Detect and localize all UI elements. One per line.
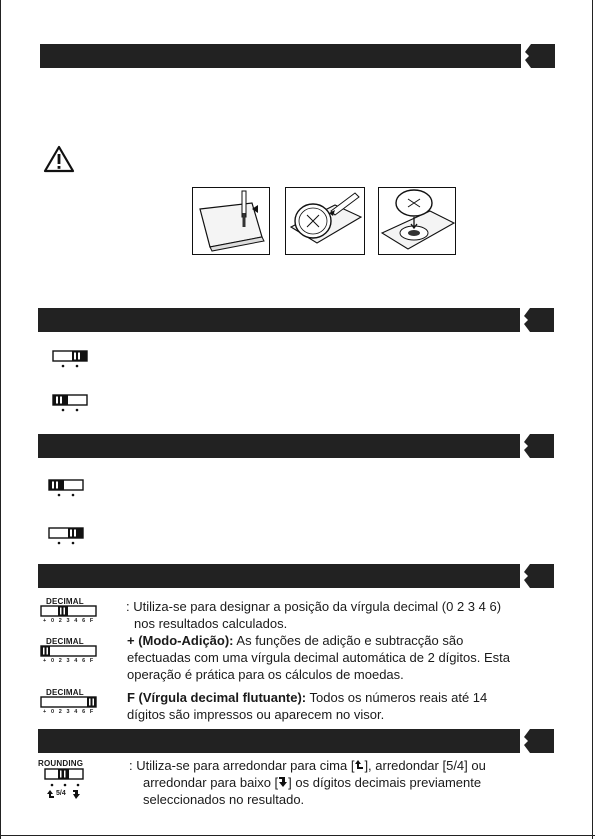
warning-icon [43, 145, 75, 173]
bar-notch [520, 308, 530, 332]
rounding-line1-b: ], arredondar [5/4] ou [364, 758, 486, 773]
decimal-switch-left [40, 645, 98, 658]
section-bar-battery [40, 44, 555, 68]
decimal-item1-text: : Utiliza-se para designar a posição da vírgula decimal (0 2 3 4 6) [126, 599, 502, 614]
decimal-item2-line1 [127, 632, 463, 649]
decimal-item3-line1 [127, 689, 487, 706]
round-up-icon [354, 759, 364, 771]
slide-switch-right-position [52, 350, 90, 370]
rounding-line1 [129, 757, 486, 774]
decimal-switch-label: DECIMAL [46, 637, 84, 646]
page-border-right [592, 0, 593, 839]
rounding-line2-b: ] os dígitos decimais previamente [288, 775, 482, 790]
decimal-item3-cont: dígitos são impressos ou aparecem no visor. [127, 707, 385, 722]
decimal-item2-cont1: efectuadas com uma vírgula decimal automática de 2 dígitos. Esta [127, 650, 510, 665]
rounding-line3: seleccionados no resultado. [143, 792, 305, 807]
decimal-switch-ticks: + 0 2 3 4 6 F [43, 709, 95, 715]
slide-switch-right-position [48, 527, 86, 547]
decimal-item3-bold: F (Vírgula decimal flutuante): [127, 690, 307, 705]
page-border-bottom [0, 835, 595, 836]
round-up-icon [46, 789, 55, 800]
slide-switch-left-position [52, 394, 90, 414]
rounding-line2-a: arredondar para baixo [ [143, 775, 279, 790]
section-bar-switch-2 [38, 434, 554, 458]
rounding-five-four-label: 5/4 [56, 790, 66, 797]
bar-notch [521, 44, 531, 68]
decimal-item3-text: Todos os números reais até 14 [306, 690, 488, 705]
decimal-item1-cont: nos resultados calculados. [134, 616, 288, 631]
section-bar-rounding [38, 729, 554, 753]
decimal-switch-middle [40, 605, 98, 618]
round-down-icon [278, 776, 288, 788]
decimal-item2-bold: + (Modo-Adição): [127, 633, 234, 648]
slide-switch-left-position [48, 479, 86, 499]
rounding-switch-dots [46, 782, 86, 788]
section-bar-switch-1 [38, 308, 554, 332]
decimal-switch-ticks: + 0 2 3 4 6 F [43, 658, 95, 664]
decimal-switch-label: DECIMAL [46, 688, 84, 697]
section-bar-decimal [38, 564, 554, 588]
decimal-switch-label: DECIMAL [46, 597, 84, 606]
rounding-line1-a: : Utiliza-se para arredondar para cima [ [129, 758, 355, 773]
bar-notch [520, 434, 530, 458]
decimal-item2-cont2: operação é prática para os cálculos de moedas. [127, 667, 404, 682]
round-down-icon [72, 789, 81, 800]
battery-step-2-image [285, 187, 365, 255]
decimal-item2-text: As funções de adição e subtracção são [233, 633, 464, 648]
bar-notch [520, 729, 530, 753]
rounding-line2 [143, 774, 481, 791]
decimal-switch-right [40, 696, 98, 709]
rounding-switch [44, 768, 86, 782]
bar-notch [520, 564, 530, 588]
battery-step-1-image [192, 187, 270, 255]
rounding-switch-label: ROUNDING [38, 759, 84, 768]
decimal-switch-ticks: + 0 2 3 4 6 F [43, 618, 95, 624]
page-border-left [0, 0, 1, 839]
battery-step-3-image [378, 187, 456, 255]
